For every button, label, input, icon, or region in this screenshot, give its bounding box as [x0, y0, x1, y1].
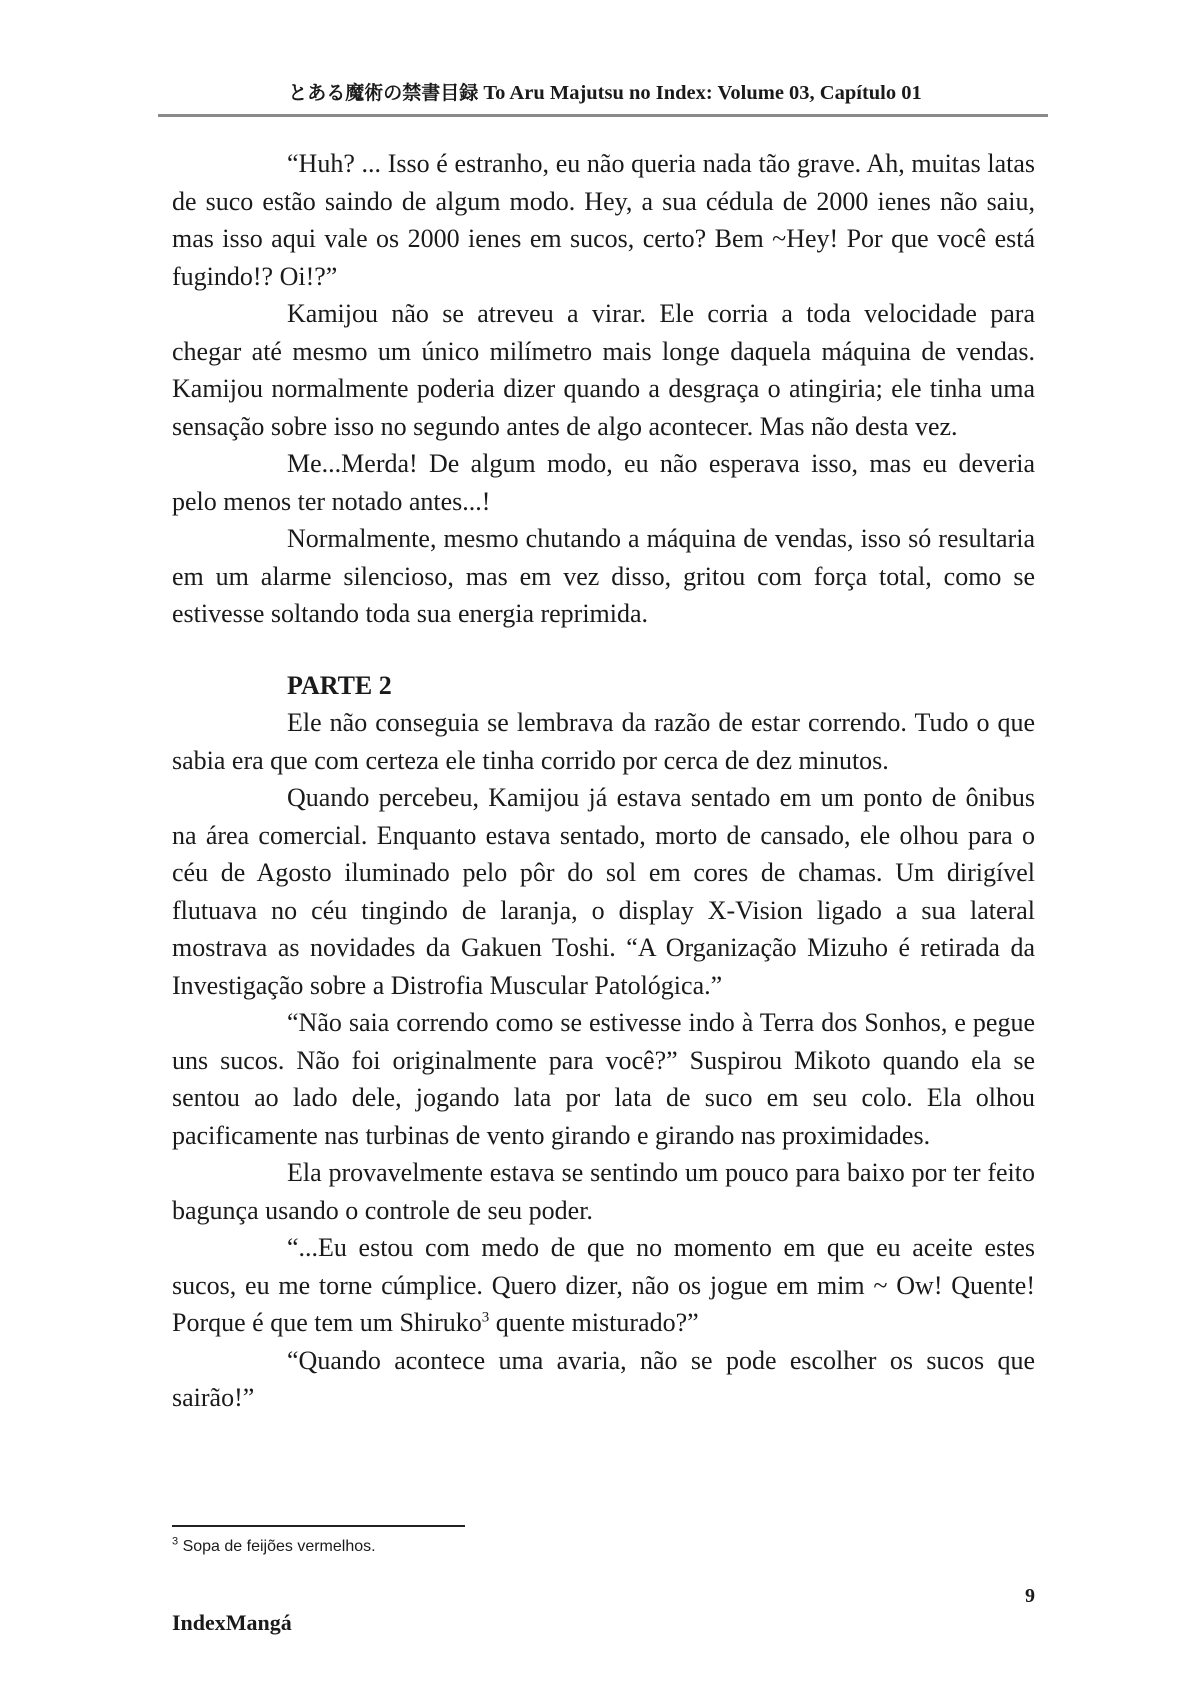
footnote — [172, 1535, 376, 1556]
header-title-latin: To Aru Majutsu no Index: Volume 03, Capítulo 01 — [483, 82, 922, 104]
page-number: 9 — [1025, 1585, 1035, 1607]
paragraph: “Huh? ... Isso é estranho, eu não queria nada tão grave. Ah, muitas latas de suco estão saindo de algum modo. Hey, a sua cédula de 2000 ienes não saiu, mas isso aqui vale os 2000 ienes em sucos, certo? Bem ~Hey! Por que você está fugindo!? Oi!?” — [172, 149, 1035, 291]
paragraph-with-footnote — [172, 1229, 1035, 1342]
paragraph: Ele não conseguia se lembrava da razão de estar correndo. Tudo o que sabia era que com certeza ele tinha corrido por cerca de dez minutos. — [172, 708, 1035, 775]
footnote-marker: 3 — [172, 1535, 179, 1548]
section-title: PARTE 2 — [287, 670, 392, 700]
publisher-name: IndexMangá — [172, 1610, 292, 1635]
paragraph: Normalmente, mesmo chutando a máquina de vendas, isso só resultaria em um alarme silencioso, mas em vez disso, gritou com força total, como se estivesse soltando toda sua energia reprimida. — [172, 524, 1035, 628]
paragraph: “Não saia correndo como se estivesse indo à Terra dos Sonhos, e pegue uns sucos. Não foi originalmente para você?” Suspirou Mikoto quando ela se sentou ao lado dele, jogando lata por lata de suco em seu colo. Ela olhou pacificamente nas turbinas de vento girando e girando nas proximidades. — [172, 1008, 1035, 1150]
footnote-rule — [172, 1525, 465, 1527]
body-text — [172, 145, 1035, 1417]
paragraph: “Quando acontece uma avaria, não se pode escolher os sucos que sairão!” — [172, 1345, 1035, 1412]
paragraph-text-before-ref: “...Eu estou com medo de que no momento em que eu aceite estes sucos, eu me torne cúmplice. Quero dizer, não os jogue em mim ~ Ow! Quente! Porque é que tem um Shiruko — [172, 1233, 1035, 1337]
footnote-text: Sopa de feijões vermelhos. — [182, 1538, 376, 1555]
paragraph: Kamijou não se atreveu a virar. Ele corria a toda velocidade para chegar até mesmo um único milímetro mais longe daquela máquina de vendas. Kamijou normalmente poderia dizer quando a desgraça o atingiria; ele tinha uma sensação sobre isso no segundo antes de algo acontecer. Mas não desta vez. — [172, 299, 1035, 441]
paragraph: Quando percebeu, Kamijou já estava sentado em um ponto de ônibus na área comercial. Enquanto estava sentado, morto de cansado, ele olhou para o céu de Agosto iluminado pelo pôr do sol em cores de chamas. Um dirigível flutuava no céu tingindo de laranja, o display X-Vision ligado a sua lateral mostrava as novidades da Gakuen Toshi. “A Organização Mizuho é retirada da Investigação sobre a Distrofia Muscular Patológica.” — [172, 783, 1035, 1000]
header-title-japanese: とある魔術の禁書目録 — [288, 82, 479, 104]
footnote-reference[interactable]: 3 — [481, 1309, 490, 1326]
paragraph: Ela provavelmente estava se sentindo um pouco para baixo por ter feito bagunça usando o controle de seu poder. — [172, 1158, 1035, 1225]
header-rule — [158, 114, 1048, 117]
paragraph-text-after-ref: quente misturado?” — [489, 1308, 699, 1337]
running-header — [160, 78, 1050, 105]
paragraph: Me...Merda! De algum modo, eu não esperava isso, mas eu deveria pelo menos ter notado antes...! — [172, 449, 1035, 516]
